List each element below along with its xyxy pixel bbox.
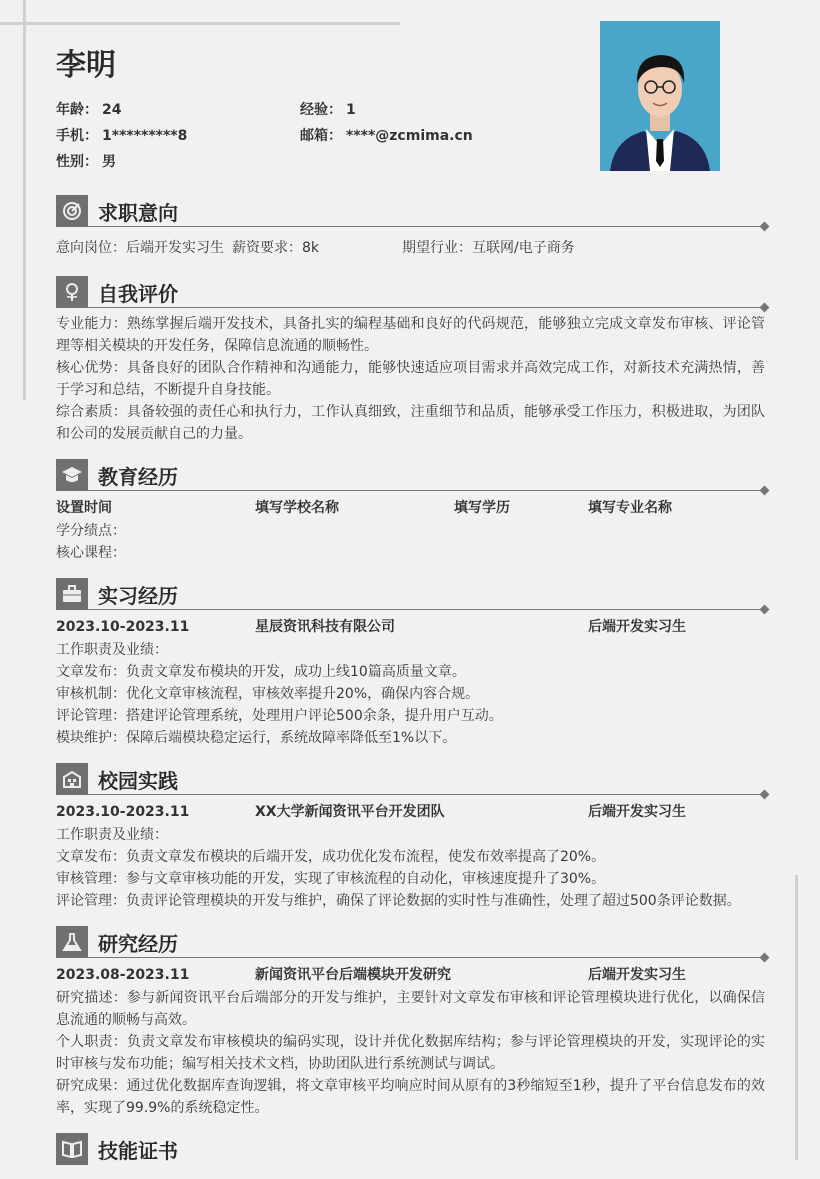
section-header [56, 763, 765, 795]
salary: 薪资要求：8k [232, 240, 320, 256]
divider [88, 609, 765, 610]
section-skills [56, 1133, 765, 1165]
edu-major: 填写专业名称 [588, 500, 672, 516]
diamond-icon [760, 953, 770, 963]
graduation-cap-icon [56, 459, 88, 491]
entry-line: 评论管理：搭建评论管理系统，处理用户评论500余条，提升用户互动。 [56, 708, 503, 724]
candidate-name: 李明 [56, 48, 116, 83]
edu-school: 填写学校名称 [255, 500, 339, 516]
section-education [56, 459, 765, 564]
paragraph: 核心优势：具备良好的团队合作精神和沟通能力，能够快速适应项目需求并高效完成工作，对新技术充满热情，善于学习和总结，不断提升自身技能。 [56, 360, 765, 398]
info-experience [300, 97, 356, 123]
diamond-icon [760, 486, 770, 496]
section-header [56, 1133, 765, 1165]
section-job-intent [56, 195, 765, 259]
edu-gpa: 学分绩点： [56, 523, 126, 539]
section-title: 研究经历 [98, 931, 178, 956]
diamond-icon [760, 222, 770, 232]
decorative-line [0, 22, 400, 25]
entry-time: 2023.10-2023.11 [56, 619, 190, 635]
entry-role: 后端开发实习生 [588, 967, 686, 983]
paragraph: 综合素质：具备较强的责任心和执行力，工作认真细致，注重细节和品质，能够承受工作压力，积极进取，为团队和公司的发展贡献自己的力量。 [56, 404, 765, 442]
section-internship [56, 578, 765, 749]
edu-courses: 核心课程： [56, 545, 126, 561]
entry-line: 工作职责及业绩： [56, 827, 168, 843]
section-research [56, 926, 765, 1119]
target-icon [56, 195, 88, 227]
entry-time: 2023.08-2023.11 [56, 967, 190, 983]
entry-org: 星辰资讯科技有限公司 [255, 619, 395, 635]
value: 1 [346, 102, 356, 118]
building-icon [56, 763, 88, 795]
section-header [56, 276, 765, 308]
entry-line: 研究成果：通过优化数据库查询逻辑，将文章审核平均响应时间从原有的3秒缩短至1秒，提升了平台信息发布的效率，实现了99.9%的系统稳定性。 [56, 1078, 765, 1116]
label: 手机： [56, 128, 98, 144]
value: 男 [102, 154, 116, 170]
info-phone [56, 123, 187, 149]
entry-org: 新闻资讯平台后端模块开发研究 [255, 967, 451, 983]
section-title: 校园实践 [98, 768, 178, 793]
diamond-icon [760, 605, 770, 615]
intended-position: 意向岗位：后端开发实习生 [56, 240, 224, 256]
flower-icon [56, 276, 88, 308]
section-header [56, 926, 765, 958]
label: 经验： [300, 102, 342, 118]
entry-time: 2023.10-2023.11 [56, 804, 190, 820]
profile-photo [600, 21, 720, 171]
value: 1*********8 [102, 128, 188, 144]
divider [88, 307, 765, 308]
paragraph: 专业能力：熟练掌握后端开发技术，具备扎实的编程基础和良好的代码规范，能够独立完成文章发布审核、评论管理等相关模块的开发任务，保障信息流通的顺畅性。 [56, 316, 765, 354]
section-campus [56, 763, 765, 912]
divider [88, 226, 765, 227]
value: ****@zcmima.cn [346, 128, 473, 144]
entry-org: XX大学新闻资讯平台开发团队 [255, 804, 445, 820]
divider [88, 490, 765, 491]
entry-line: 评论管理：负责评论管理模块的开发与维护，确保了评论数据的实时性与准确性，处理了超过500条评论数据。 [56, 893, 741, 909]
section-title: 技能证书 [98, 1138, 178, 1163]
entry-line: 模块维护：保障后端模块稳定运行，系统故障率降低至1%以下。 [56, 730, 457, 746]
resume-body [56, 195, 765, 1179]
section-header [56, 459, 765, 491]
section-title: 求职意向 [98, 200, 178, 225]
entry-line: 工作职责及业绩： [56, 642, 168, 658]
entry-line: 审核机制：优化文章审核流程，审核效率提升20%，确保内容合规。 [56, 686, 480, 702]
entry-line: 文章发布：负责文章发布模块的开发，成功上线10篇高质量文章。 [56, 664, 466, 680]
industry: 期望行业：互联网/电子商务 [402, 240, 575, 256]
value: 24 [102, 102, 122, 118]
section-self-evaluation [56, 276, 765, 445]
section-header [56, 578, 765, 610]
section-title: 教育经历 [98, 464, 178, 489]
flask-icon [56, 926, 88, 958]
divider [88, 794, 765, 795]
decorative-line [23, 0, 26, 400]
section-title: 实习经历 [98, 583, 178, 608]
entry-line: 文章发布：负责文章发布模块的后端开发，成功优化发布流程，使发布效率提高了20%。 [56, 849, 606, 865]
entry-line: 个人职责：负责文章发布审核模块的编码实现，设计并优化数据库结构；参与评论管理模块的开发，实现评论的实时审核与发布功能；编写相关技术文档，协助团队进行系统测试与调试。 [56, 1034, 765, 1072]
entry-line: 审核管理：参与文章审核功能的开发，实现了审核流程的自动化，审核速度提升了30%。 [56, 871, 606, 887]
briefcase-icon [56, 578, 88, 610]
edu-time: 设置时间 [56, 500, 112, 516]
book-icon [56, 1133, 88, 1165]
entry-line: 研究描述：参与新闻资讯平台后端部分的开发与维护，主要针对文章发布审核和评论管理模块进行优化，以确保信息流通的顺畅与高效。 [56, 990, 765, 1028]
diamond-icon [760, 303, 770, 313]
decorative-line [795, 875, 798, 1160]
label: 邮箱： [300, 128, 342, 144]
section-title: 自我评价 [98, 281, 178, 306]
entry-role: 后端开发实习生 [588, 619, 686, 635]
label: 年龄： [56, 102, 98, 118]
label: 性别： [56, 154, 98, 170]
info-gender [56, 149, 116, 175]
section-header [56, 195, 765, 227]
divider [88, 957, 765, 958]
entry-role: 后端开发实习生 [588, 804, 686, 820]
info-email [300, 123, 473, 149]
edu-degree: 填写学历 [454, 500, 510, 516]
diamond-icon [760, 790, 770, 800]
info-age [56, 97, 121, 123]
